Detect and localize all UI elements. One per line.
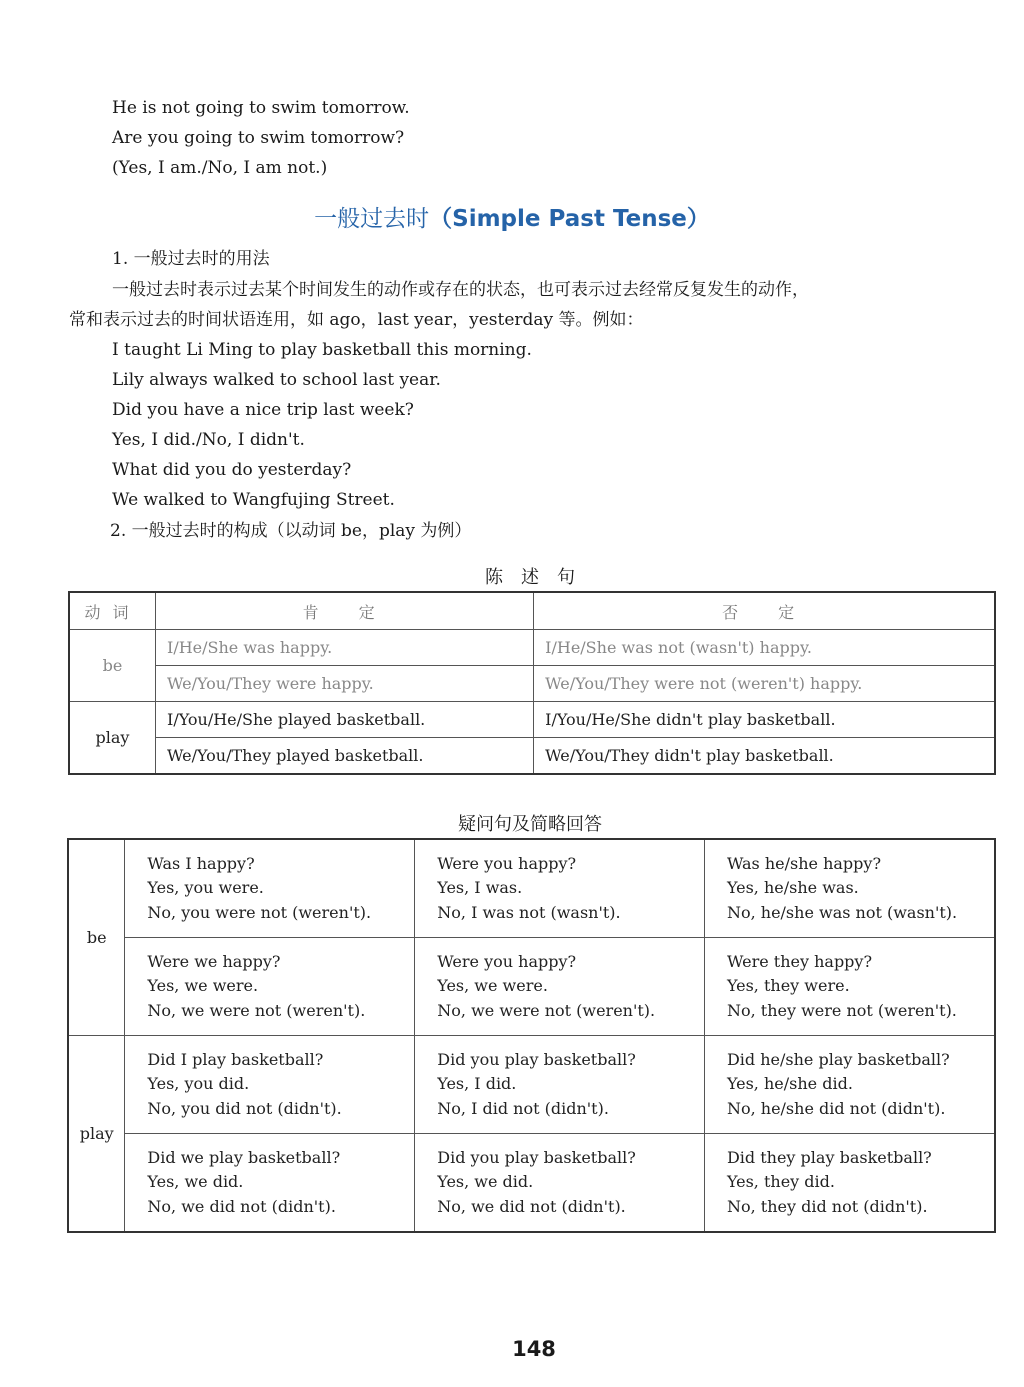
negative-cell: We/You/They didn't play basketball. bbox=[534, 738, 995, 775]
answer-yes: Yes, he/she did. bbox=[726, 1074, 853, 1094]
question-line: Did we play basketball? bbox=[147, 1147, 341, 1167]
negative-cell: I/You/He/She didn't play basketball. bbox=[534, 702, 995, 738]
form-heading: 2. 一般过去时的构成（以动词 be，play 为例） bbox=[110, 521, 472, 541]
example-sentence: Did you have a nice trip last week? bbox=[112, 400, 414, 420]
example-sentence: Yes, I did./No, I didn't. bbox=[112, 430, 305, 450]
verb-cell: play bbox=[69, 702, 156, 775]
question-cell bbox=[415, 1134, 705, 1233]
question-cell bbox=[125, 1134, 415, 1233]
answer-yes: Yes, we were. bbox=[147, 976, 259, 996]
question-cell bbox=[415, 1036, 705, 1134]
usage-paragraph-line: 一般过去时表示过去某个时间发生的动作或存在的状态，也可表示过去经常反复发生的动作， bbox=[112, 280, 809, 300]
section-title bbox=[0, 200, 1024, 233]
answer-yes: Yes, you did. bbox=[147, 1074, 250, 1094]
answer-no: No, we did not (didn't). bbox=[437, 1196, 626, 1216]
negative-cell: I/He/She was not (wasn't) happy. bbox=[534, 630, 995, 666]
answer-no: No, he/she was not (wasn't). bbox=[726, 902, 958, 922]
answer-no: No, you did not (didn't). bbox=[147, 1098, 342, 1118]
answer-yes: Yes, we did. bbox=[437, 1172, 534, 1192]
answer-no: No, they did not (didn't). bbox=[726, 1196, 928, 1216]
question-cell bbox=[704, 938, 995, 1036]
question-line: Did they play basketball? bbox=[726, 1147, 932, 1167]
question-cell bbox=[704, 839, 995, 938]
negative-cell: We/You/They were not (weren't) happy. bbox=[534, 666, 995, 702]
table-row bbox=[68, 839, 995, 938]
answer-yes: Yes, he/she was. bbox=[726, 878, 859, 898]
verb-cell: be bbox=[68, 839, 125, 1036]
table-row bbox=[69, 702, 995, 738]
usage-heading: 1. 一般过去时的用法 bbox=[112, 249, 270, 269]
section-title-cn: 一般过去时 bbox=[314, 206, 430, 232]
header-verb: 动词 bbox=[69, 592, 156, 630]
answer-yes: Yes, we did. bbox=[147, 1172, 244, 1192]
page-number: 148 bbox=[512, 1337, 556, 1361]
table-row bbox=[68, 1134, 995, 1233]
answer-no: No, I was not (wasn't). bbox=[437, 902, 621, 922]
table-row bbox=[68, 938, 995, 1036]
questions-caption: 疑问句及简略回答 bbox=[458, 814, 602, 835]
table-row bbox=[69, 630, 995, 666]
question-line: Did you play basketball? bbox=[437, 1049, 636, 1069]
question-cell bbox=[125, 938, 415, 1036]
question-line: Were they happy? bbox=[726, 951, 873, 971]
answer-no: No, we did not (didn't). bbox=[147, 1196, 336, 1216]
answer-yes: Yes, I did. bbox=[437, 1074, 517, 1094]
example-sentence: What did you do yesterday? bbox=[112, 460, 352, 480]
table-row bbox=[69, 738, 995, 775]
verb-cell: play bbox=[68, 1036, 125, 1233]
example-sentence: I taught Li Ming to play basketball this morning. bbox=[112, 340, 532, 360]
table-row bbox=[68, 1036, 995, 1134]
affirmative-cell: I/He/She was happy. bbox=[156, 630, 534, 666]
affirmative-cell: I/You/He/She played basketball. bbox=[156, 702, 534, 738]
header-negative: 否 定 bbox=[534, 592, 995, 630]
question-line: Were you happy? bbox=[437, 853, 577, 873]
intro-line: He is not going to swim tomorrow. bbox=[112, 98, 410, 118]
question-line: Did he/she play basketball? bbox=[726, 1049, 950, 1069]
answer-yes: Yes, they did. bbox=[726, 1172, 835, 1192]
question-cell bbox=[704, 1036, 995, 1134]
question-cell bbox=[125, 1036, 415, 1134]
answer-yes: Yes, you were. bbox=[147, 878, 264, 898]
declarative-caption: 陈 述 句 bbox=[485, 567, 575, 588]
answer-yes: Yes, we were. bbox=[437, 976, 548, 996]
question-cell bbox=[415, 839, 705, 938]
example-sentence: We walked to Wangfujing Street. bbox=[112, 490, 395, 510]
affirmative-cell: We/You/They played basketball. bbox=[156, 738, 534, 775]
questions-table bbox=[67, 838, 996, 1233]
declarative-table bbox=[68, 591, 996, 775]
intro-line: Are you going to swim tomorrow? bbox=[112, 128, 405, 148]
usage-paragraph-line: 常和表示过去的时间状语连用，如 ago，last year，yesterday 等。例如： bbox=[69, 310, 644, 330]
affirmative-cell: We/You/They were happy. bbox=[156, 666, 534, 702]
table-row bbox=[69, 666, 995, 702]
question-line: Were we happy? bbox=[147, 951, 281, 971]
example-sentence: Lily always walked to school last year. bbox=[112, 370, 441, 390]
answer-no: No, they were not (weren't). bbox=[726, 1000, 957, 1020]
answer-yes: Yes, I was. bbox=[437, 878, 523, 898]
question-cell bbox=[125, 839, 415, 938]
question-cell bbox=[415, 938, 705, 1036]
question-cell bbox=[704, 1134, 995, 1233]
header-affirmative: 肯 定 bbox=[156, 592, 534, 630]
answer-no: No, we were not (weren't). bbox=[147, 1000, 366, 1020]
question-line: Were you happy? bbox=[437, 951, 577, 971]
answer-no: No, I did not (didn't). bbox=[437, 1098, 609, 1118]
answer-no: No, we were not (weren't). bbox=[437, 1000, 656, 1020]
question-line: Was I happy? bbox=[147, 853, 255, 873]
question-line: Did you play basketball? bbox=[437, 1147, 636, 1167]
intro-line: (Yes, I am./No, I am not.) bbox=[112, 158, 328, 178]
section-title-en: （Simple Past Tense） bbox=[429, 206, 710, 232]
question-line: Was he/she happy? bbox=[726, 853, 882, 873]
question-line: Did I play basketball? bbox=[147, 1049, 324, 1069]
answer-yes: Yes, they were. bbox=[726, 976, 850, 996]
answer-no: No, you were not (weren't). bbox=[147, 902, 372, 922]
table-header-row bbox=[69, 592, 995, 630]
verb-cell: be bbox=[69, 630, 156, 702]
answer-no: No, he/she did not (didn't). bbox=[726, 1098, 946, 1118]
